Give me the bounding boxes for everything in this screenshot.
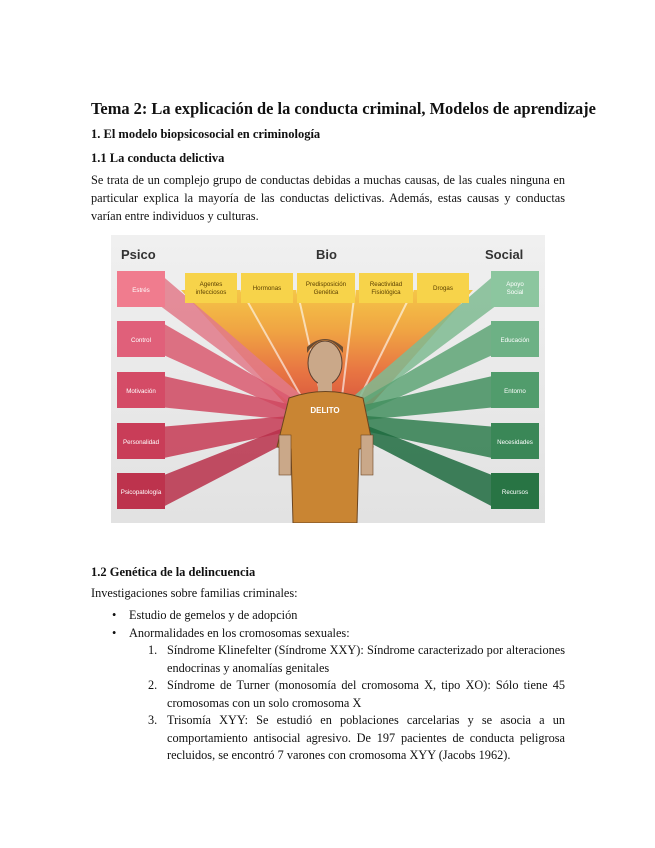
list-item <box>91 607 565 625</box>
bio-label: Bio <box>316 247 337 262</box>
section-heading-1-2: 1.2 Genética de la delincuencia <box>91 565 256 579</box>
section-heading-1: 1. El modelo biopsicosocial en criminología <box>91 127 321 141</box>
document-title: Tema 2: La explicación de la conducta criminal, Modelos de aprendizaje <box>91 99 596 118</box>
bio-item-reactividad: Reactividad Fisiológica <box>369 281 403 296</box>
bio-item-drogas: Drogas <box>433 285 453 292</box>
bio-item-predisposicion: Predisposición Genética <box>305 281 347 296</box>
social-item-educacion: Educación <box>500 337 530 344</box>
list-item <box>91 625 565 643</box>
item-text: Trisomía XYY: Se estudió en poblaciones carcelarias y se asocia a un comportamiento antisocial agresivo. De 197 pacientes de conducta peligrosa recluidos, se encontró 7 varones con cromosoma XYY (Jacobs 1962). <box>167 713 565 762</box>
intro-paragraph: Se trata de un complejo grupo de conductas debidas a muchas causas, de las cuales ninguna en particular explica la mayoría de las conductas delictivas. Además, estas causas y conductas varían entre individuos y culturas. <box>91 173 565 223</box>
center-label: DELITO <box>310 406 340 415</box>
numbered-item <box>91 712 565 765</box>
numbered-item <box>91 642 565 677</box>
bio-box-4 <box>359 273 413 303</box>
numbered-list <box>91 642 565 765</box>
social-item-recursos: Recursos <box>501 489 529 496</box>
item-number: 2. <box>148 678 158 692</box>
social-label: Social <box>485 247 524 262</box>
item-number: 3. <box>148 713 158 727</box>
item-number: 1. <box>148 643 158 657</box>
social-item-necesidades: Necesidades <box>497 439 533 446</box>
bullet-icon: • <box>112 625 117 640</box>
psico-item-control: Control <box>131 337 151 344</box>
bullet-icon: • <box>112 608 117 622</box>
bio-item-hormonas: Hormonas <box>252 285 282 292</box>
social-item-entorno: Entorno <box>504 388 526 395</box>
social-item-apoyo-social: Apoyo Social <box>506 281 524 296</box>
psico-item-estres: Estrés <box>132 287 150 294</box>
psico-label: Psico <box>121 247 156 262</box>
families-intro: Investigaciones sobre familias criminales: <box>91 586 298 600</box>
section-heading-1-1: 1.1 La conducta delictiva <box>91 151 225 165</box>
psico-item-motivacion: Motivación <box>126 388 156 395</box>
bio-box-3 <box>297 273 355 303</box>
bio-item-agentes: Agentes infecciosos <box>195 281 227 296</box>
item-text: Síndrome de Turner (monosomía del cromosoma X, tipo XO): Sólo tiene 45 cromosomas con un solo cromosoma X <box>167 678 565 710</box>
bio-row <box>185 273 469 303</box>
numbered-item <box>91 677 565 712</box>
psico-item-psicopatologia: Psicopatología <box>120 489 162 496</box>
biopsychosocial-figure <box>111 235 545 523</box>
psico-item-personalidad: Personalidad <box>122 439 160 446</box>
bullet-text: Anormalidades en los cromosomas sexuales: <box>129 625 350 640</box>
item-text: Síndrome Klinefelter (Síndrome XXY): Síndrome caracterizado por alteraciones endocrinas y anomalías genitales <box>167 643 565 675</box>
bullet-list <box>91 607 565 765</box>
bio-box-1 <box>185 273 237 303</box>
bullet-text: Estudio de gemelos y de adopción <box>129 608 298 622</box>
